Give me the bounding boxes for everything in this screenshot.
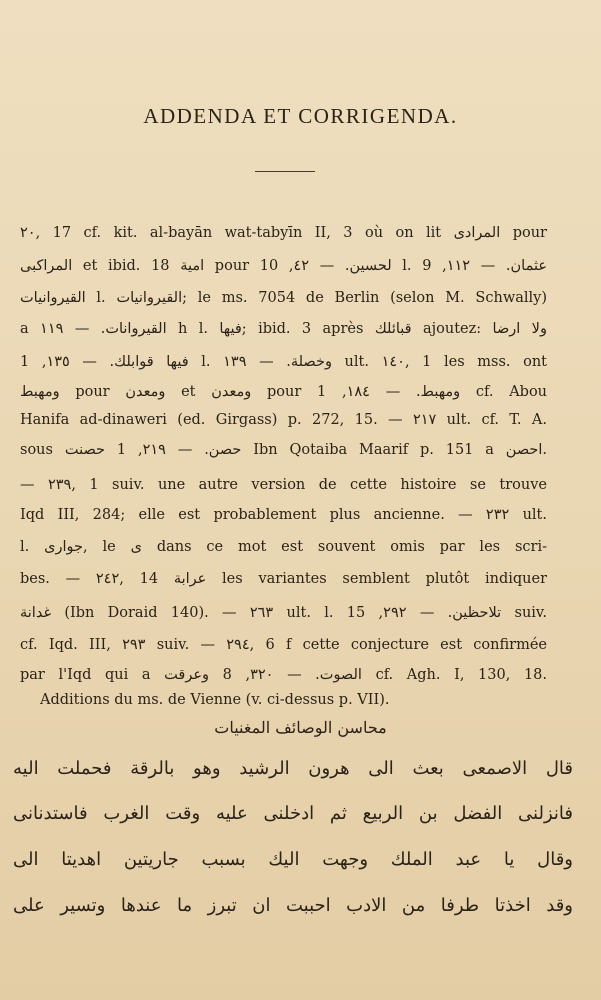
arabic-line: فانزلنى الفضل بن الربيع ثم ادخلنى عليه وقت الغرب فاستدنانى (13, 803, 573, 824)
text-line: Additions du ms. de Vienne (v. ci-dessus p. VII). (40, 692, 390, 708)
text-line: ومهبط pour ومعدن et ومعدن pour ومهبط. — ١٨٤, 1 cf. Abou (20, 384, 547, 400)
text-line: par l'Iqd qui a الصوت. — ٣٢٠, 8 وعرقت cf. Agh. I, 130, 18. (20, 667, 547, 683)
text-line: غدانة (Ibn Doraid 140). — ٢٦٣ ult. l. تلاحظين. — ٢٩٢, 15 suiv. (20, 605, 547, 621)
arabic-heading: محاسن الوصائف المغنيات (214, 718, 387, 737)
page-title: ADDENDA ET CORRIGENDA. (143, 104, 458, 128)
arabic-line: وقال يا عبد الملك وجهت اليك بسبب جاريتين اهديتا الى (13, 849, 573, 870)
text-line: المراكبى et ibid. 18 امية pour لحسين. — ٤٢, 10 l. عثمان. — ١١٢, 9 (20, 258, 547, 274)
text-line: — ٢٣٩, 1 suiv. une autre version de cette histoire se trouve (20, 477, 547, 493)
text-line: a القيروانات. — ١١٩ h l. فيها; ibid. 3 après قبائلك ajoutez: ولا ارضا (20, 321, 547, 337)
text-line: ٢٠, 17 cf. kit. al-bayān wat-tabyīn II, 3 où on lit المرادى pour (20, 225, 547, 241)
title-divider (255, 171, 315, 172)
arabic-line: قال الاصمعى بعث الى هرون الرشيد وهو بالرقة فحملت اليه (13, 758, 573, 779)
text-line: bes. — ٢٤٢, 14 عرابة les variantes semblent plutôt indiquer (20, 571, 547, 587)
text-line: l. جوارى, le ى dans ce mot est souvent omis par les scri- (20, 539, 547, 555)
text-line: sous حصن. — ٢١٩, 1 حصنت Ibn Qotaiba Maarif p. 151 a احصن. (20, 442, 547, 458)
text-line: cf. Iqd. III, ٢٩٣ suiv. — ٢٩٤, 6 f cette conjecture est confirmée (20, 637, 547, 653)
text-line: Hanifa ad-dinaweri (ed. Girgass) p. 272, 15. — ٢١٧ ult. cf. T. A. (20, 412, 547, 428)
text-line: القيروانيات l. القيروانيات; le ms. 7054 de Berlin (selon M. Schwally) (20, 290, 547, 306)
text-line: Iqd III, 284; elle est probablement plus ancienne. — ٢٣٢ ult. (20, 507, 547, 523)
text-line: فيها قوابلك. — ١٣٥, 1 l. وخصلة. — ١٣٩ ult. ١٤٠, 1 les mss. ont (20, 354, 547, 370)
arabic-line: وقد اخذتا طرفا من الادب احببت ان تبرز ما عندها وتسير على (13, 895, 573, 916)
